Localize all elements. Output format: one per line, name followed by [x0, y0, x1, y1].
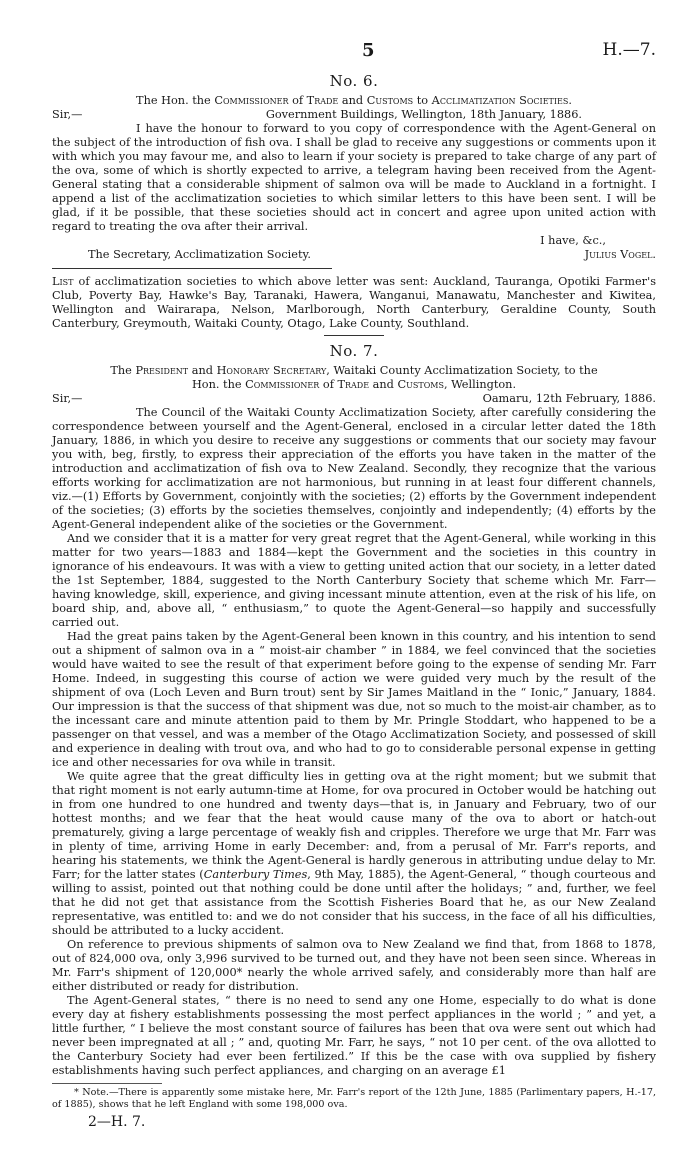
divider	[52, 268, 332, 269]
letter-7-paragraph-6: The Agent-General states, “ there is no need to send any one Home, especially to do what is done every day at fishery establishments possessing the most perfect appliances in the world ; ” and yet, a little further, “ I believe the most constant source of failures has been that ova were sent out which had never been impregnated at all ; ” and, quoting Mr. Farr, he says, “ not 10 per cent. of the ova allotted to the Canterbury Society had ever been fertilized.” If this be the case with ova supplied by fishery establishments having such perfect appliances, and charging on an average £1	[52, 994, 656, 1077]
letter-7-salutation-row	[52, 392, 656, 406]
letter-6-signature: Julius Vogel.	[584, 248, 656, 261]
letter-6-sign-row	[52, 248, 656, 262]
letter-7-paragraph-1: The Council of the Waitaki County Acclimatization Society, after carefully considering the correspondence between yourself and the Agent-General, enclosed in a circular letter dated the 18th January, 1886, in which you desire to receive any suggestions or comments that our society may favour you with, beg, firstly, to express their appreciation of the efforts you have taken in the matter of the introduction and acclimatization of fish ova to New Zealand. Secondly, they recognize that the various efforts working for acclimatization are not harmonious, but running in at least four different channels, viz.—(1) Efforts by Government, conjointly with the societies; (2) efforts by the Government independent of the societies; (3) efforts by the societies themselves, conjointly and independently; (4) efforts by the Agent-General independent alike of the societies or the Government.	[52, 406, 656, 531]
letter-7-paragraph-2: And we consider that it is a matter for very great regret that the Agent-General, while working in this matter for two years—1883 and 1884—kept the Government and the societies in this country in ignorance of his endeavours. It was with a view to getting united action that our society, in a letter dated the 1st September, 1884, suggested to the North Canterbury Society that scheme which Mr. Farr—having knowledge, skill, experience, and giving incessant minute attention, even at the risk of his life, on board ship, and, above all, “ enthusiasm,” to quote the Agent-General—so happily and successfully carried out.	[52, 532, 656, 629]
societies-list: List of acclimatization societies to which above letter was sent: Auckland, Tauranga, Opotiki Farmer's Club, Poverty Bay, Hawke's Bay, Taranaki, Hawera, Wanganui, Manawatu, Manchester and Kiwitea, Wellington and Wairarapa, Nelson, Marlborough, North Canterbury, Geraldine County, South Canterbury, Greymouth, Waitaki County, Otago, Lake County, Southland.	[52, 275, 656, 330]
page-number: 5	[362, 40, 375, 61]
letter-7-paragraph-4: We quite agree that the great difficulty lies in getting ova at the right moment; but we submit that that right moment is not early autumn-time at Home, for ova procured in October would be hatching out in from one hundred to one hundred and twenty days—that is, in January and February, two of our hottest months; and we fear that the heat would cause many of the ova to abort or hatch-out prematurely, giving a large percentage of weakly fish and cripples. Therefore we urge that Mr. Farr was in plenty of time, arriving Home in early December: and, from a perusal of Mr. Farr's reports, and hearing his statements, we think the Agent-General is hardly generous in attributing undue delay to Mr. Farr; for the latter states (Canterbury Times, 9th May, 1885), the Agent-General, “ though courteous and willing to assist, pointed out that nothing could be done until after the holidays; ” and, further, we feel that he did not get that assistance from the Scottish Fisheries Board that he, as our New Zealand representative, was entitled to: and we do not consider that his success, in the face of all his difficulties, should be attributed to a lucky accident.	[52, 770, 656, 937]
letter-6-body: I have the honour to forward to you copy of correspondence with the Agent-General on the subject of the introduction of fish ova. I shall be glad to receive any suggestions or comments upon it with which you may favour me, and also to learn if your society is prepared to take charge of any part of the ova, some of which is shortly expected to arrive, a telegram having been received from the Agent-General stating that a considerable shipment of salmon ova will be made to Auckland in a fortnight. I append a list of the acclimatization societies to which similar letters to this have been sent. I will be glad, if it be possible, that these societies should act in concert and agree upon united action with regard to treating the ova after their arrival.	[52, 122, 656, 233]
letter-7-heading-line-1: The President and Honorary Secretary, Waitaki County Acclimatization Society, to the	[110, 364, 598, 377]
letter-7-heading-line-2: Hon. the Commissioner of Trade and Customs, Wellington.	[191, 378, 517, 391]
document-body	[52, 72, 656, 1130]
letter-6-addressee: The Secretary, Acclimatization Society.	[88, 248, 311, 261]
letter-7-salutation: Sir,—	[52, 392, 83, 405]
section-divider	[324, 335, 384, 336]
footnote: * Note.—There is apparently some mistake here, Mr. Farr's report of the 12th June, 1885 (Parlimentary papers, H.-17, of 1885), shows that he left England with some 198,000 ova.	[52, 1087, 656, 1110]
letter-6-closing: I have, &c.,	[540, 234, 606, 247]
sheet-signature: 2—H. 7.	[88, 1114, 146, 1130]
letter-6-heading: The Hon. the Commissioner of Trade and Customs to Acclimatization Societies.	[136, 94, 572, 107]
letter-7-number: No. 7.	[329, 342, 379, 360]
letter-6-salutation-row	[52, 108, 656, 122]
running-head	[52, 40, 656, 62]
paper-reference: H.—7.	[602, 40, 656, 60]
letter-6-salutation: Sir,—	[52, 108, 83, 121]
letter-6-place-date: Government Buildings, Wellington, 18th January, 1886.	[265, 108, 582, 121]
footnote-rule	[52, 1083, 162, 1084]
letter-7-paragraph-3: Had the great pains taken by the Agent-General been known in this country, and his intention to send out a shipment of salmon ova in a “ moist-air chamber ” in 1884, we feel convinced that the societies would have waited to see the result of that experiment before going to the expense of sending Mr. Farr Home. Indeed, in suggesting this course of action we were guided very much by the result of the shipment of ova (Loch Leven and Burn trout) sent by Sir James Maitland in the “ Ionic,” January, 1884. Our impression is that the success of that shipment was due, not so much to the moist-air chamber, as to the incessant care and minute attention paid to them by Mr. Pringle Stoddart, who happened to be a passenger on that vessel, and was a member of the Otago Acclimatization Society, and possessed of skill and experience in dealing with trout ova, and who had to go to considerable personal expense in getting ice and other necessaries for ova while in transit.	[52, 630, 656, 769]
letter-7-place-date: Oamaru, 12th February, 1886.	[482, 392, 656, 405]
letter-6-number: No. 6.	[329, 72, 379, 90]
letter-7-paragraph-5: On reference to previous shipments of salmon ova to New Zealand we find that, from 1868 to 1878, out of 824,000 ova, only 3,996 survived to be turned out, and they have not been seen since. Whereas in Mr. Farr's shipment of 120,000* nearly the whole arrived safely, and considerably more than half are either distributed or ready for distribution.	[52, 938, 656, 993]
